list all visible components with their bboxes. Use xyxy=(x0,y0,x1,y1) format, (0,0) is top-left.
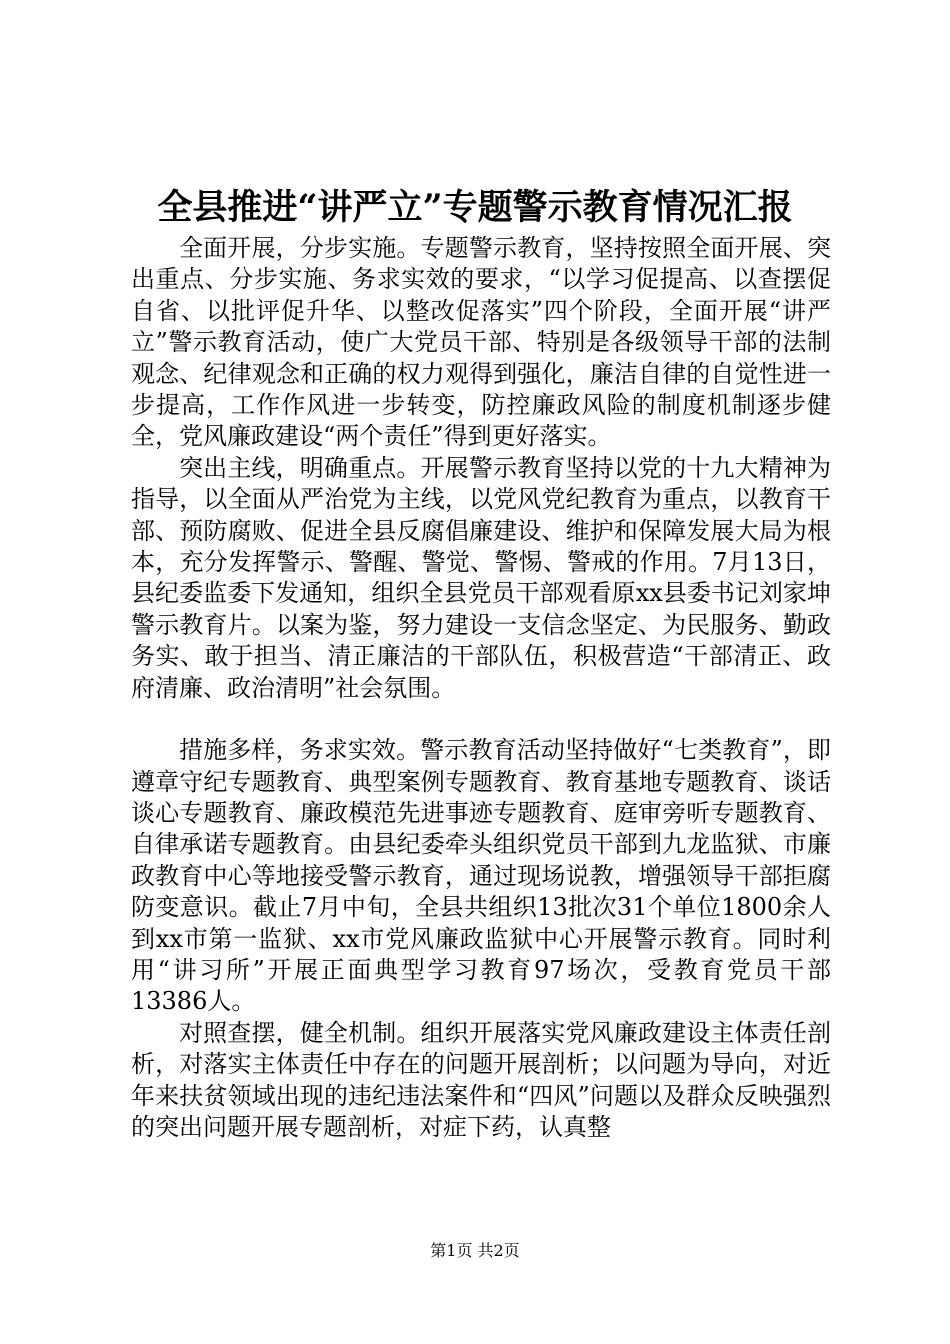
document-body xyxy=(131,233,831,1143)
page-footer: 第1页 共2页 xyxy=(430,1241,520,1260)
document-title: 全县推进“讲严立”专题警示教育情况汇报 xyxy=(157,187,793,228)
paragraph-1: 全面开展，分步实施。专题警示教育，坚持按照全面开展、突出重点、分步实施、务求实效的要求，“以学习促提高、以查摆促自省、以批评促升华、以整改促落实”四个阶段，全面开展“讲严立”警示教育活动，使广大党员干部、特别是各级领导干部的法制观念、纪律观念和正确的权力观得到强化，廉洁自律的自觉性进一步提高，工作作风进一步转变，防控廉政风险的制度机制逐步健全，党风廉政建设“两个责任”得到更好落实。 xyxy=(131,234,831,451)
paragraph-4: 对照查摆，健全机制。组织开展落实党风廉政建设主体责任剖析，对落实主体责任中存在的问题开展剖析；以问题为导向，对近年来扶贫领域出现的违纪违法案件和“四风”问题以及群众反映强烈的突出问题开展专题剖析，对症下药，认真整 xyxy=(131,1018,831,1141)
paragraph-2: 突出主线，明确重点。开展警示教育坚持以党的十九大精神为指导，以全面从严治党为主线，以党风党纪教育为重点，以教育干部、预防腐败、促进全县反腐倡廉建设、维护和保障发展大局为根本，充分发挥警示、警醒、警觉、警惕、警戒的作用。7月13日，县纪委监委下发通知，组织全县党员干部观看原xx县委书记刘家坤警示教育片。以案为鉴，努力建设一支信念坚定、为民服务、勤政务实、敢于担当、清正廉洁的干部队伍，积极营造“干部清正、政府清廉、政治清明”社会氛围。 xyxy=(131,453,831,702)
paragraph-3: 措施多样，务求实效。警示教育活动坚持做好“七类教育”，即遵章守纪专题教育、典型案例专题教育、教育基地专题教育、谈话谈心专题教育、廉政模范先进事迹专题教育、庭审旁听专题教育、自律承诺专题教育。由县纪委牵头组织党员干部到九龙监狱、市廉政教育中心等地接受警示教育，通过现场说教，增强领导干部拒腐防变意识。截止7月中旬，全县共组织13批次31个单位1800余人到xx市第一监狱、xx市党风廉政监狱中心开展警示教育。同时利用“讲习所”开展正面典型学习教育97场次，受教育党员干部13386人。 xyxy=(131,736,831,1016)
